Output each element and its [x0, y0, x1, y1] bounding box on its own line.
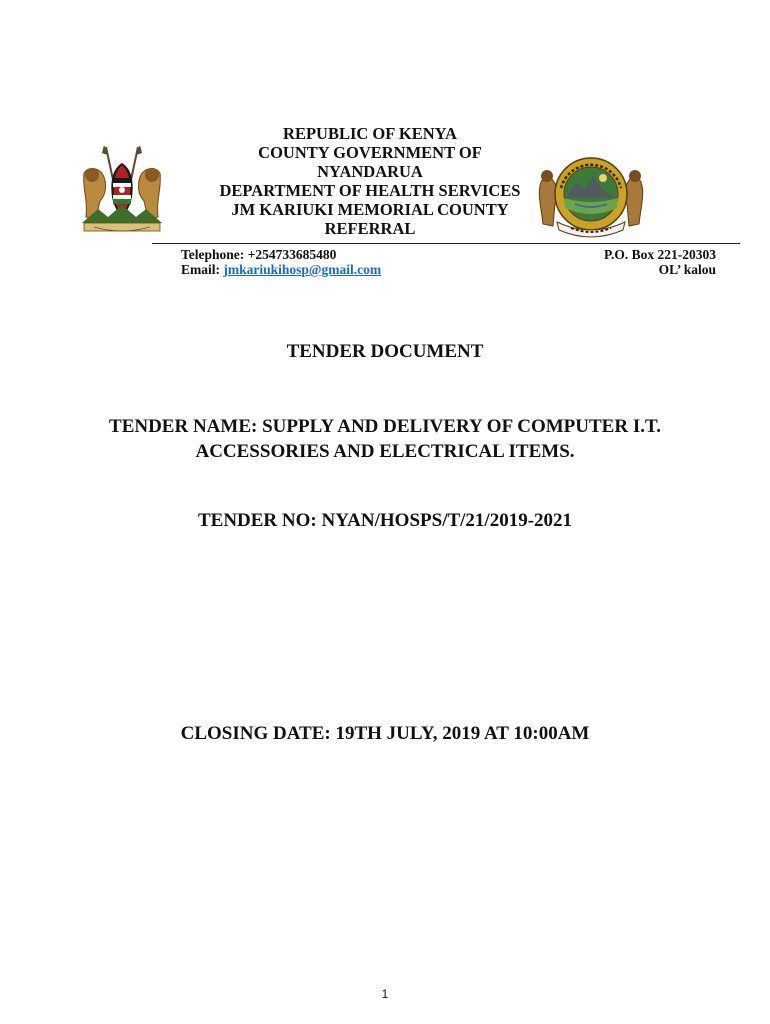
telephone-text: Telephone: +254733685480	[181, 247, 337, 262]
letterhead-line: COUNTY GOVERNMENT OF	[258, 143, 482, 162]
letterhead-line: DEPARTMENT OF HEALTH SERVICES	[219, 181, 521, 200]
contact-right	[604, 247, 716, 277]
letterhead-line: JM KARIUKI MEMORIAL COUNTY	[231, 200, 509, 219]
tender-name-line: ACCESSORIES AND ELECTRICAL ITEMS.	[195, 441, 575, 462]
tender-name-line: TENDER NAME: SUPPLY AND DELIVERY OF COMPUTER I.T.	[109, 416, 661, 437]
email-link[interactable]: jmkariukihosp@gmail.com	[223, 262, 382, 277]
contact-left	[181, 247, 381, 277]
letterhead	[150, 124, 590, 238]
email-label: Email:	[181, 262, 224, 277]
email-line	[181, 262, 381, 277]
page-number: 1	[381, 987, 389, 1001]
letterhead-line: REFERRAL	[324, 219, 416, 238]
closing-date: CLOSING DATE: 19TH JULY, 2019 AT 10:00AM	[180, 723, 590, 744]
po-box-text: P.O. Box 221-20303	[603, 247, 716, 262]
tender-name	[0, 414, 770, 464]
letterhead-line: NYANDARUA	[317, 162, 423, 181]
letterhead-divider	[152, 243, 740, 244]
town-text: OL’ kalou	[658, 262, 716, 277]
document-title: TENDER DOCUMENT	[286, 341, 484, 362]
tender-number: TENDER NO: NYAN/HOSPS/T/21/2019-2021	[197, 510, 573, 531]
letterhead-line: REPUBLIC OF KENYA	[283, 124, 457, 143]
